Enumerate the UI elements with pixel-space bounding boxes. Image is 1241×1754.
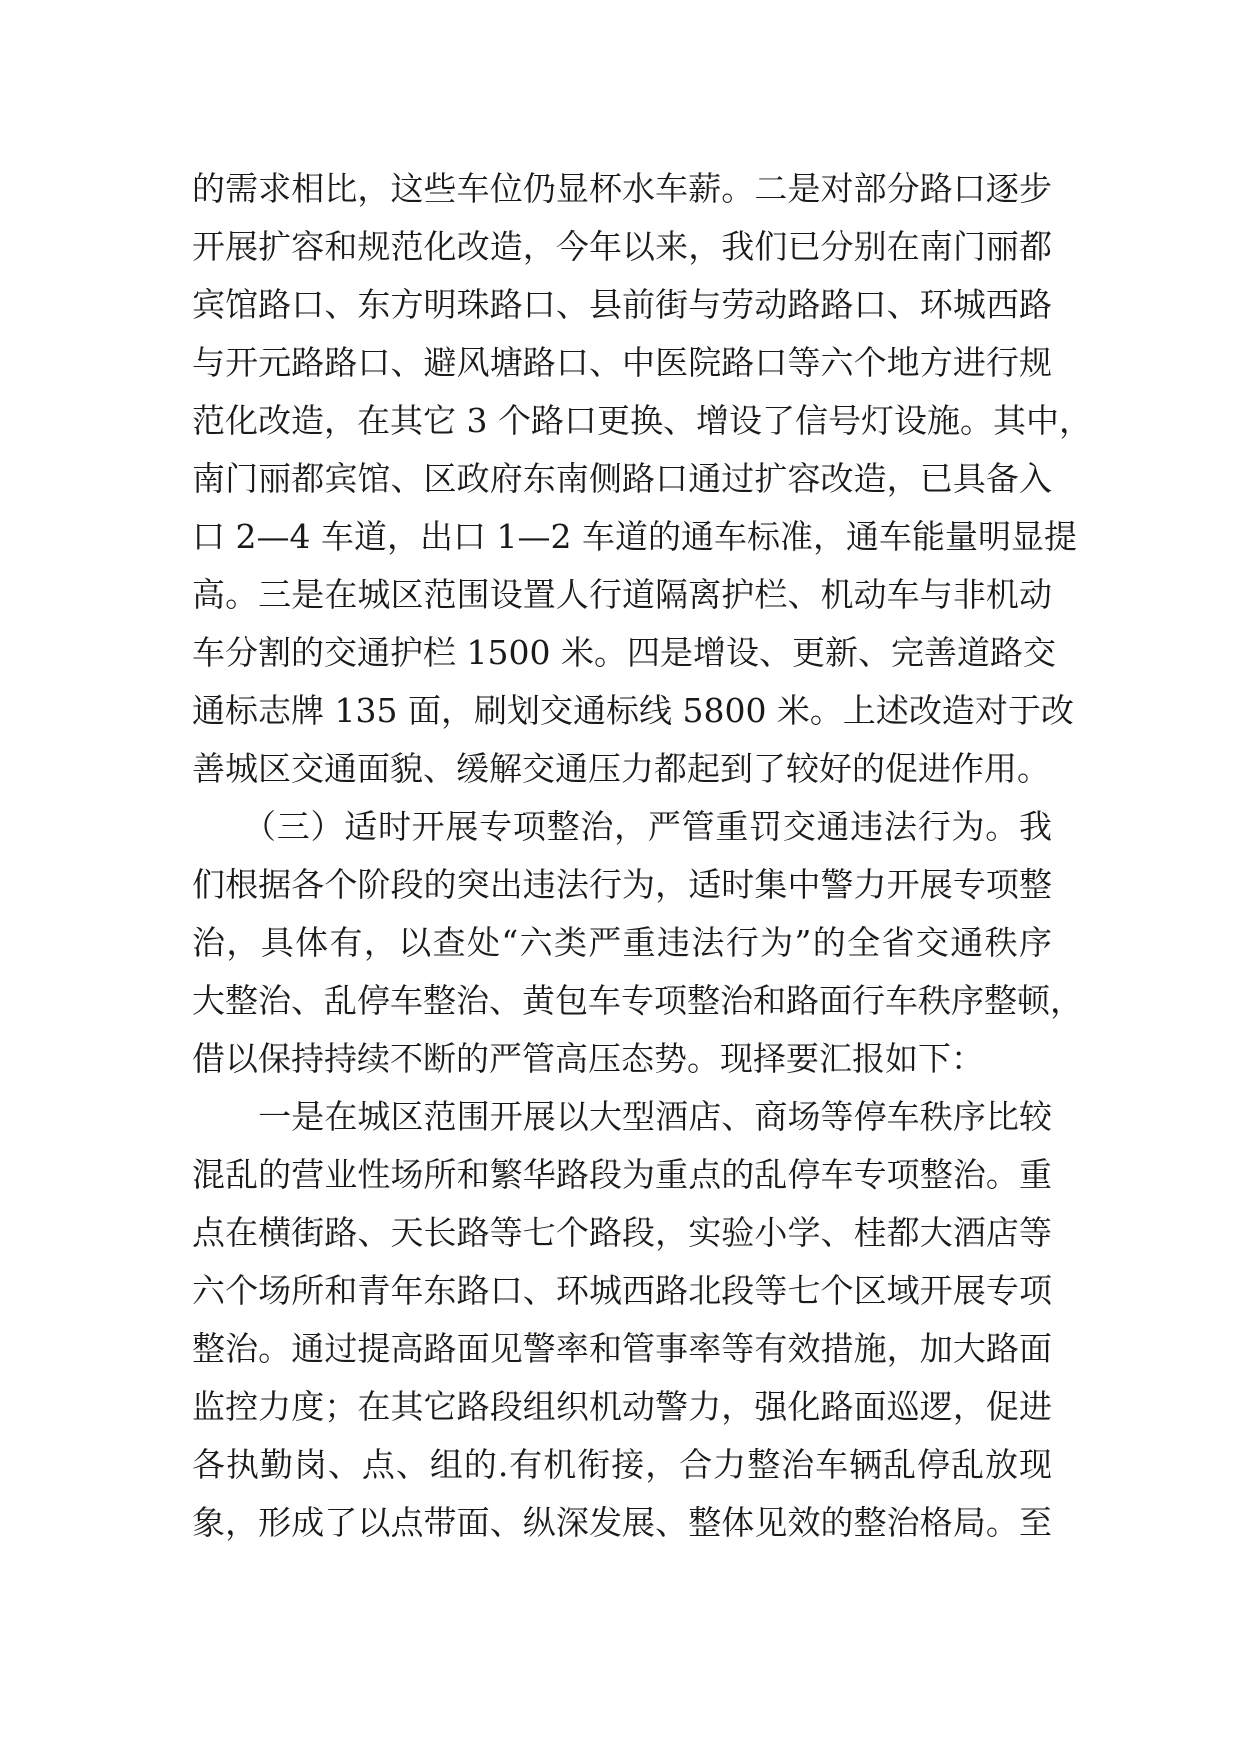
text-line: 六个场所和青年东路口、环城西路北段等七个区域开展专项 [192, 1271, 1052, 1310]
text-line: 们根据各个阶段的突出违法行为，适时集中警力开展专项整 [192, 865, 1052, 904]
text-line: 一是在城区范围开展以大型酒店、商场等停车秩序比较 [192, 1097, 1052, 1136]
text-line: 高。三是在城区范围设置人行道隔离护栏、机动车与非机动 [192, 575, 1052, 614]
text-line: 的需求相比，这些车位仍显杯水车薪。二是对部分路口逐步 [192, 169, 1052, 208]
text-line: 象，形成了以点带面、纵深发展、整体见效的整治格局。至 [192, 1503, 1052, 1542]
text-line: 治，具体有，以查处“六类严重违法行为”的全省交通秩序 [192, 923, 1052, 962]
text-line: 宾馆路口、东方明珠路口、县前街与劳动路路口、环城西路 [192, 285, 1052, 324]
text-line: 口 2—4 车道，出口 1—2 车道的通车标准，通车能量明显提 [192, 517, 1077, 556]
text-line: 通标志牌 135 面，刷划交通标线 5800 米。上述改造对于改 [192, 691, 1074, 730]
text-line: 车分割的交通护栏 1500 米。四是增设、更新、完善道路交 [192, 633, 1056, 672]
text-line: 南门丽都宾馆、区政府东南侧路口通过扩容改造，已具备入 [192, 459, 1052, 498]
text-line: 与开元路路口、避风塘路口、中医院路口等六个地方进行规 [192, 343, 1052, 382]
text-line: 善城区交通面貌、缓解交通压力都起到了较好的促进作用。 [192, 749, 1050, 788]
text-line: 大整治、乱停车整治、黄包车专项整治和路面行车秩序整顿， [192, 981, 1083, 1020]
text-line: 借以保持持续不断的严管高压态势。现择要汇报如下： [192, 1039, 984, 1078]
text-line: 整治。通过提高路面见警率和管事率等有效措施，加大路面 [192, 1329, 1052, 1368]
body-text [192, 160, 1092, 1552]
text-line: 开展扩容和规范化改造，今年以来，我们已分别在南门丽都 [192, 227, 1052, 266]
text-line: （三）适时开展专项整治，严管重罚交通违法行为。我 [192, 807, 1052, 846]
text-line: 监控力度；在其它路段组织机动警力，强化路面巡逻，促进 [192, 1387, 1052, 1426]
text-line: 范化改造，在其它 3 个路口更换、增设了信号灯设施。其中， [192, 401, 1092, 440]
text-line: 混乱的营业性场所和繁华路段为重点的乱停车专项整治。重 [192, 1155, 1052, 1194]
text-line: 各执勤岗、点、组的.有机衔接，合力整治车辆乱停乱放现 [192, 1445, 1052, 1484]
text-line: 点在横街路、天长路等七个路段，实验小学、桂都大酒店等 [192, 1213, 1052, 1252]
